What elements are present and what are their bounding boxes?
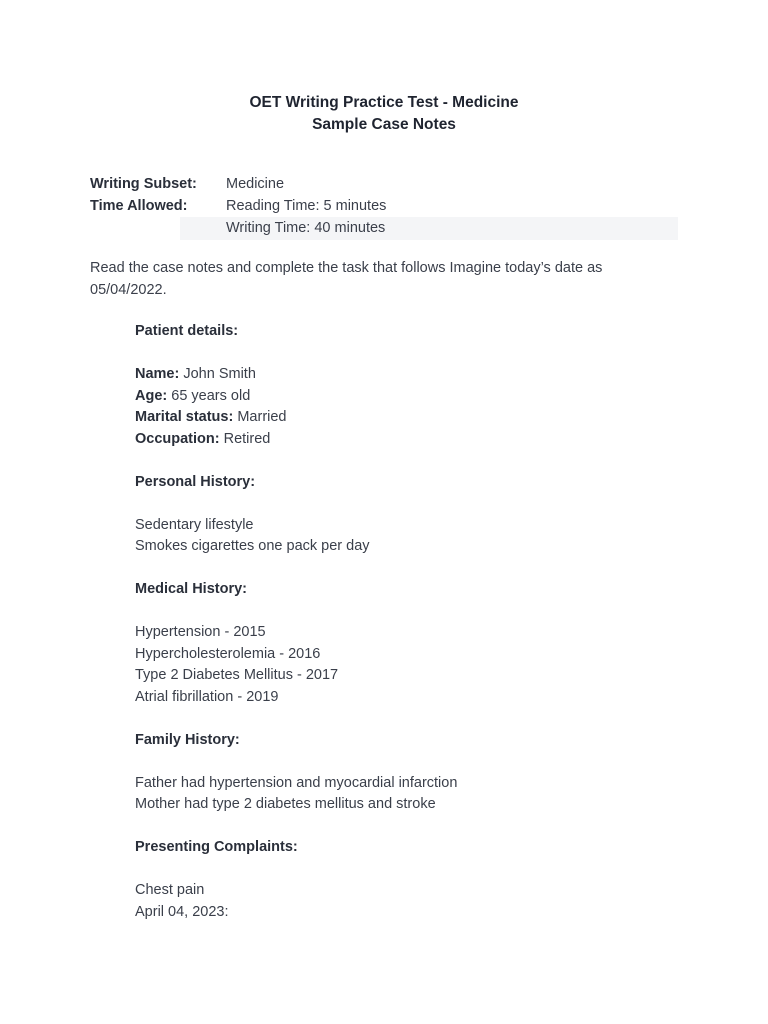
intro-paragraph: Read the case notes and complete the task that follows Imagine today’s date as 05/04/2022. [90, 260, 603, 298]
occupation-value: Retired [219, 430, 271, 447]
patient-age [135, 386, 675, 408]
marital-value: Married [233, 409, 287, 425]
meta-row-subset [90, 173, 678, 195]
patient-marital-status [135, 407, 675, 429]
list-item: Sedentary lifestyle [135, 516, 254, 533]
patient-name [135, 364, 675, 386]
list-item: Atrial fibrillation - 2019 [135, 688, 279, 705]
reading-time-value: Reading Time: 5 minutes [226, 198, 387, 214]
presenting-complaints-heading: Presenting Complaints: [135, 839, 298, 855]
medical-history-heading: Medical History: [135, 581, 247, 597]
meta-row-writing-time [180, 217, 678, 240]
writing-time-value: Writing Time: 40 minutes [226, 220, 386, 236]
case-notes [135, 321, 675, 923]
test-meta [90, 173, 678, 240]
name-value: John Smith [179, 366, 256, 382]
subset-value: Medicine [226, 176, 285, 192]
name-label: Name: [135, 366, 180, 382]
meta-row-time [90, 195, 678, 217]
list-item: Hypertension - 2015 [135, 624, 266, 640]
marital-label: Marital status: [135, 409, 234, 425]
title-line-1: OET Writing Practice Test - Medicine [249, 94, 519, 111]
patient-details-heading: Patient details: [135, 323, 239, 339]
list-item: April 04, 2023: [135, 903, 229, 920]
list-item: Hypercholesterolemia - 2016 [135, 645, 321, 662]
subset-label: Writing Subset: [90, 176, 197, 192]
list-item: Father had hypertension and myocardial infarction [135, 774, 458, 791]
occupation-label: Occupation: [135, 430, 220, 447]
patient-occupation [135, 429, 675, 451]
list-item: Smokes cigarettes one pack per day [135, 538, 370, 554]
list-item: Chest pain [135, 882, 205, 898]
age-value: 65 years old [167, 387, 251, 404]
time-label: Time Allowed: [90, 198, 188, 214]
family-history-heading: Family History: [135, 731, 240, 748]
list-item: Type 2 Diabetes Mellitus - 2017 [135, 667, 339, 683]
title-line-2: Sample Case Notes [312, 116, 456, 133]
list-item: Mother had type 2 diabetes mellitus and stroke [135, 796, 436, 812]
age-label: Age: [135, 387, 168, 404]
personal-history-heading: Personal History: [135, 473, 256, 490]
document-title [0, 92, 768, 136]
